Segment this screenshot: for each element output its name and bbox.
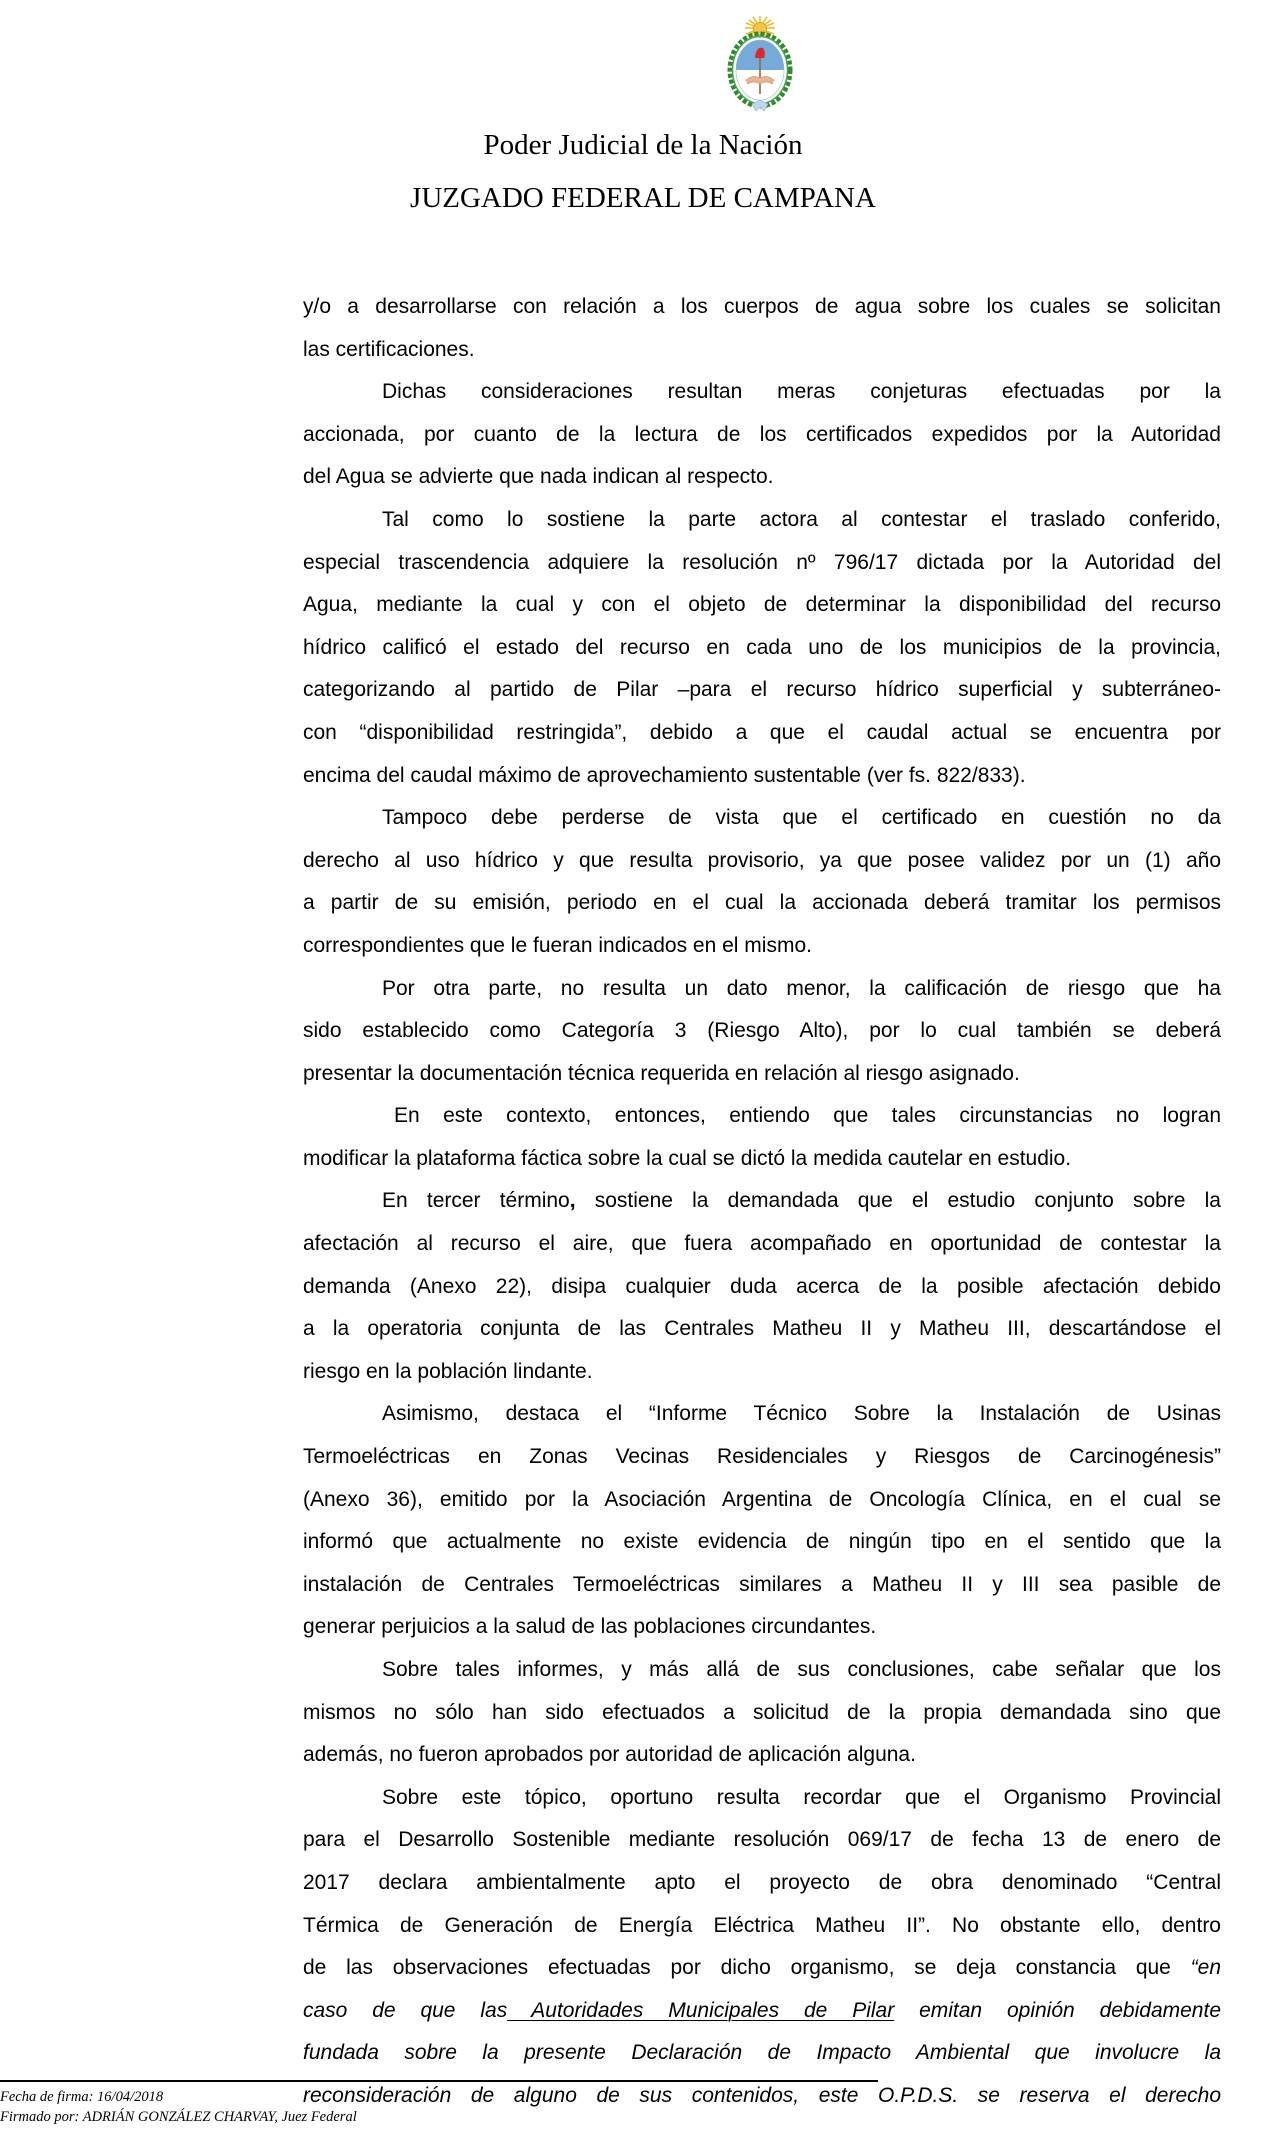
italic-text: emitan opinión debidamente <box>894 1998 1221 2022</box>
text-line <box>303 1180 1221 1223</box>
text-line: Dichas consideraciones resultan meras conjeturas efectuadas por la <box>382 380 1221 404</box>
italic-text: fundada sobre la presente Declaración de Impacto Ambiental que involucre la <box>303 2041 1221 2065</box>
text-line: además, no fueron aprobados por autoridad de aplicación alguna. <box>303 1743 916 1767</box>
text-line: hídrico calificó el estado del recurso en cada uno de los municipios de la provincia, <box>303 635 1221 659</box>
text-line: modificar la plataforma fáctica sobre la cual se dictó la medida cautelar en estudio. <box>303 1146 1072 1170</box>
text-line: 2017 declara ambientalmente apto el proyecto de obra denominado “Central <box>303 1870 1221 1894</box>
text-line: riesgo en la población lindante. <box>303 1359 593 1383</box>
text-line: Agua, mediante la cual y con el objeto de determinar la disponibilidad del recurso <box>303 593 1221 617</box>
text-line: demanda (Anexo 22), disipa cualquier duda acerca de la posible afectación debido <box>303 1274 1221 1298</box>
signature-date: Fecha de firma: 16/04/2018 <box>0 2089 164 2105</box>
text-line: presentar la documentación técnica requerida en relación al riesgo asignado. <box>303 1061 1020 1085</box>
paragraph <box>303 1393 1221 1649</box>
text-line: Tal como lo sostiene la parte actora al contestar el traslado conferido, <box>382 507 1221 531</box>
text-line: especial trascendencia adquiere la resolución nº 796/17 dictada por la Autoridad del <box>303 550 1221 574</box>
paragraph <box>303 1180 1221 1393</box>
text-line: instalación de Centrales Termoeléctricas similares a Matheu II y III sea pasible de <box>303 1572 1221 1596</box>
underlined-text: Autoridades Municipales de Pilar <box>507 1998 895 2022</box>
text-line: y/o a desarrollarse con relación a los cuerpos de agua sobre los cuales se solicitan <box>303 295 1221 318</box>
text-line: Asimismo, destaca el “Informe Técnico Sobre la Instalación de Usinas <box>382 1402 1221 1426</box>
ribbon-icon <box>752 100 768 111</box>
text-line: mismos no sólo han sido efectuados a solicitud de la propia demandada sino que <box>303 1700 1221 1724</box>
text-line: derecho al uso hídrico y que resulta provisorio, ya que posee validez por un (1) año <box>303 848 1221 872</box>
paragraph <box>303 797 1221 967</box>
text-line: En este contexto, entonces, entiendo que tales circunstancias no logran <box>394 1104 1221 1128</box>
text-line: generar perjuicios a la salud de las poblaciones circundantes. <box>303 1615 877 1639</box>
text-segment: de las observaciones efectuadas por dicho organismo, se deja constancia que <box>303 1956 1191 1980</box>
paragraph <box>303 968 1221 1096</box>
text-line: sido establecido como Categoría 3 (Riesgo Alto), por lo cual también se deberá <box>303 1019 1221 1043</box>
text-line: (Anexo 36), emitido por la Asociación Argentina de Oncología Clínica, en el cual se <box>303 1487 1221 1511</box>
text-line: las certificaciones. <box>303 337 475 361</box>
text-line: Térmica de Generación de Energía Eléctrica Matheu II”. No obstante ello, dentro <box>303 1913 1221 1937</box>
text-line: Termoeléctricas en Zonas Vecinas Residenciales y Riesgos de Carcinogénesis” <box>303 1445 1221 1469</box>
shield-icon <box>734 38 786 102</box>
paragraph <box>303 371 1221 499</box>
text-line <box>303 2032 1221 2075</box>
paragraph <box>303 499 1221 797</box>
text-line: informó que actualmente no existe evidencia de ningún tipo en el sentido que la <box>303 1530 1221 1554</box>
text-segment: En tercer término <box>382 1189 570 1213</box>
text-line: a la operatoria conjunta de las Centrales Matheu II y Matheu III, descartándose el <box>303 1317 1221 1341</box>
text-line: Sobre tales informes, y más allá de sus conclusiones, cabe señalar que los <box>382 1658 1221 1681</box>
text-line <box>303 1990 1221 2033</box>
document-body <box>303 286 1221 2118</box>
court-title: JUZGADO FEDERAL DE CAMPANA <box>410 182 876 214</box>
text-line: encima del caudal máximo de aprovechamiento sustentable (ver fs. 822/833). <box>303 763 1026 787</box>
text-line: Sobre este tópico, oportuno resulta recordar que el Organismo Provincial <box>382 1785 1221 1809</box>
text-line: accionada, por cuanto de la lectura de los certificados expedidos por la Autoridad <box>303 422 1221 446</box>
text-line: para el Desarrollo Sostenible mediante resolución 069/17 de fecha 13 de enero de <box>303 1828 1221 1852</box>
paragraph <box>303 1777 1221 2118</box>
text-line: correspondientes que le fueran indicados en el mismo. <box>303 933 812 957</box>
argentine-coat-of-arms-icon <box>726 14 794 114</box>
text-line: con “disponibilidad restringida”, debido a que el caudal actual se encuentra por <box>303 720 1221 744</box>
text-segment: , <box>569 1189 576 1213</box>
italic-text: “en <box>1190 1956 1221 1980</box>
text-line: Tampoco debe perderse de vista que el certificado en cuestión no da <box>382 806 1221 830</box>
signature-divider <box>0 2080 878 2082</box>
italic-text: caso de que las <box>303 1998 508 2022</box>
paragraph <box>303 1649 1221 1777</box>
paragraph <box>303 1095 1221 1180</box>
text-segment: sostiene la demandada que el estudio conjunto sobre la <box>575 1189 1221 1213</box>
paragraph <box>303 286 1221 371</box>
italic-text: reconsideración de alguno de sus contenidos, este O.P.D.S. se reserva el derecho <box>303 2083 1221 2107</box>
text-line: afectación al recurso el aire, que fuera acompañado en oportunidad de contestar la <box>303 1232 1221 1256</box>
text-line: categorizando al partido de Pilar –para el recurso hídrico superficial y subterráneo- <box>303 678 1221 702</box>
institution-title: Poder Judicial de la Nación <box>483 129 803 161</box>
text-line: del Agua se advierte que nada indican al respecto. <box>303 465 774 489</box>
signature-signer: Firmado por: ADRIÁN GONZÁLEZ CHARVAY, Juez Federal <box>0 2109 357 2125</box>
text-line <box>303 1947 1221 1990</box>
text-line: a partir de su emisión, periodo en el cual la accionada deberá tramitar los permisos <box>303 891 1221 915</box>
text-line: Por otra parte, no resulta un dato menor, la calificación de riesgo que ha <box>382 976 1221 1000</box>
